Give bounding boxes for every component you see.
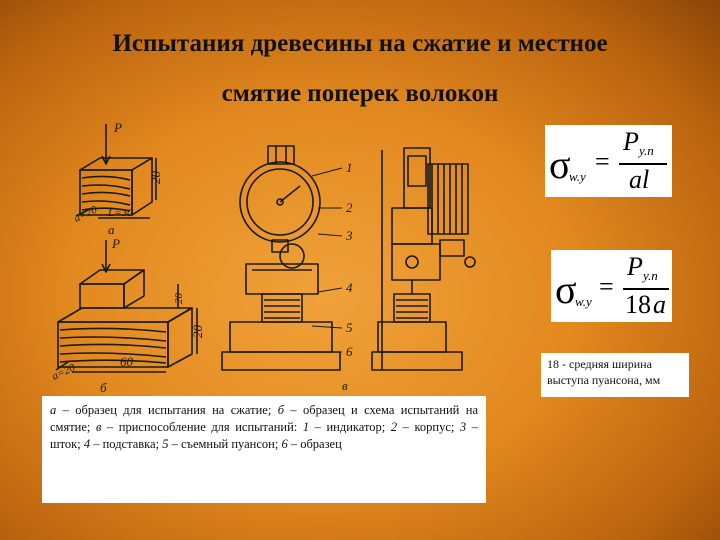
label-dim-20-right: 20 xyxy=(190,325,205,338)
label-part-6: 6 xyxy=(346,344,353,359)
caption-t4: – индикатор; xyxy=(309,420,391,434)
label-dim-20-top: 20 xyxy=(148,171,163,184)
formula2-equals: = xyxy=(599,272,614,301)
formula-box-1 xyxy=(545,125,672,197)
device-front-view xyxy=(222,146,340,370)
specimen-a-drawing xyxy=(76,124,156,218)
label-sub-a: а xyxy=(108,222,115,237)
slide-title-line-1: Испытания древесины на сжатие и местное xyxy=(112,30,608,57)
device-side-view xyxy=(372,148,475,370)
note-text: 18 - средняя ширина выступа пуансона, мм xyxy=(547,357,661,387)
formula1-equals: = xyxy=(595,147,610,176)
caption-t6: – шток; xyxy=(50,420,478,451)
caption-t7: – подставка; xyxy=(90,437,163,451)
caption-t1: – образец для испытания на сжатие; xyxy=(56,403,278,417)
label-dim-l30: L=30 xyxy=(108,207,133,219)
caption-n4: 4 xyxy=(83,437,91,451)
label-part-1: 1 xyxy=(346,160,353,175)
caption-n1: 1 xyxy=(302,420,310,434)
formula1-subscript: w.y xyxy=(569,169,586,184)
note-box xyxy=(541,353,689,397)
caption-n5: 5 xyxy=(162,437,169,451)
caption-t8: – съемный пуансон; xyxy=(168,437,282,451)
leader-lines xyxy=(312,168,342,352)
formula1-numerator: P xyxy=(623,127,639,156)
specimen-b-drawing xyxy=(56,240,197,372)
formula1-sigma: σ xyxy=(549,142,571,187)
label-dim-60: 60 xyxy=(120,354,133,369)
label-sub-v: в xyxy=(342,378,348,393)
label-force-p-mid: P xyxy=(112,236,120,251)
caption-n6: 6 xyxy=(281,437,288,451)
label-dim-a20-bottom: a=20 xyxy=(50,361,77,383)
technical-drawing xyxy=(42,112,527,400)
label-part-4: 4 xyxy=(346,280,353,295)
caption-n2: 2 xyxy=(390,420,398,434)
formula2-denominator-number: 18 xyxy=(625,290,651,319)
figure-caption xyxy=(42,396,486,503)
formula1-denominator: al xyxy=(629,165,650,194)
slide-title-line-2: смятие поперек волокон xyxy=(221,80,499,107)
formula2-denominator-variable: a xyxy=(653,290,666,319)
label-force-p-top: P xyxy=(114,120,122,135)
formula2-sigma: σ xyxy=(555,267,577,312)
caption-t9: – образец xyxy=(287,437,342,451)
formula2-numerator-sub: y.n xyxy=(643,268,658,283)
caption-t5: – корпус; xyxy=(397,420,460,434)
caption-n3: 3 xyxy=(459,420,467,434)
caption-b: б xyxy=(277,403,284,417)
label-sub-b: б xyxy=(100,380,107,395)
label-part-3: 3 xyxy=(346,228,353,243)
label-dim-a20-top: a=20 xyxy=(72,203,99,225)
caption-t2: – образец и схема испытаний на смятие; xyxy=(50,403,478,434)
formula1-numerator-sub: y.n xyxy=(639,143,654,158)
caption-t3: – приспособление для испытаний: xyxy=(101,420,303,434)
label-dim-20-mid: 20 xyxy=(173,293,185,304)
formula2-subscript: w.y xyxy=(575,294,592,309)
caption-a: а xyxy=(50,403,57,417)
label-part-5: 5 xyxy=(346,320,353,335)
formula2-numerator: P xyxy=(627,252,643,281)
caption-v: в xyxy=(95,420,102,434)
formula-box-2 xyxy=(551,250,672,322)
label-part-2: 2 xyxy=(346,200,353,215)
